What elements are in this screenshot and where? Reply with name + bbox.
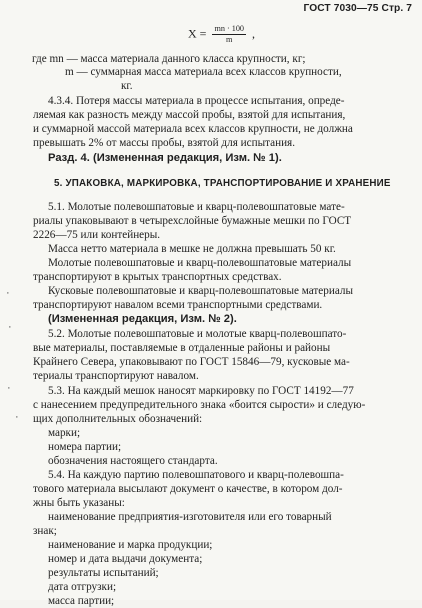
list-item: номер и дата выдачи документа; [48, 553, 203, 565]
mass-fraction-formula [188, 24, 255, 45]
formula-equals: = [199, 26, 207, 41]
text-line: щих дополнительных обозначений: [33, 413, 203, 425]
list-item: дата отгрузки; [48, 581, 117, 593]
list-item: наименование предприятия-изготовителя или его товарный [48, 511, 332, 523]
formula-tail: , [252, 26, 256, 41]
text-line: Масса нетто материала в мешке не должна превышать 50 кг. [48, 243, 336, 255]
text-line: тового материала высылают документ о качестве, в котором дол- [33, 483, 343, 495]
text-line: Молотые полевошпатовые и кварц-полевошпатовые материалы [48, 257, 352, 269]
text-line: кг. [121, 80, 133, 92]
scan-mark: · [7, 382, 11, 394]
section-5-title: 5. УПАКОВКА, МАРКИРОВКА, ТРАНСПОРТИРОВАНИЕ И ХРАНЕНИЕ [54, 178, 391, 189]
scan-mark: · [8, 321, 12, 333]
list-item: номера партии; [48, 441, 122, 453]
text-line: ляемая как разность между массой пробы, взятой для испытания, [33, 109, 346, 121]
page-header: ГОСТ 7030—75 Стр. 7 [303, 3, 412, 14]
text-line: с нанесением предупредительного знака «боится сырости» и следую- [33, 399, 366, 411]
text-line: превышать 2% от массы пробы, взятой для испытания. [33, 137, 296, 149]
scan-mark: · [6, 287, 10, 299]
text-line: 2226—75 или контейнеры. [33, 229, 161, 241]
text-line: териалы транспортируют навалом. [33, 370, 199, 382]
text-line: 5.1. Молотые полевошпатовые и кварц-полевошпатовые мате- [48, 201, 345, 213]
text-line: 5.3. На каждый мешок наносят маркировку по ГОСТ 14192—77 [48, 385, 354, 397]
list-item-continuation: знак; [33, 525, 57, 537]
scan-mark: · [15, 411, 19, 423]
list-item: обозначения настоящего стандарта. [48, 455, 218, 467]
text-line: 5.4. На каждую партию полевошпатового и кварц-полевошпа- [48, 469, 344, 481]
text-line: риалы упаковывают в четырехслойные бумажные мешки по ГОСТ [33, 215, 352, 227]
text-line: m — суммарная масса материала всех классов крупности, [65, 66, 342, 78]
text-line: где mn — масса материала данного класса крупности, кг; [32, 53, 306, 65]
text-line: и суммарной массой материала всех классов крупности, не должна [33, 123, 353, 135]
text-line: 4.3.4. Потеря массы материала в процессе испытания, опреде- [48, 95, 345, 107]
list-item: результаты испытаний; [48, 567, 159, 579]
list-item: марки; [48, 427, 81, 439]
text-line: 5.2. Молотые полевошпатовые и молотые кварц-полевошпато- [48, 328, 347, 340]
text-line: Крайнего Севера, упаковывают по ГОСТ 15846—79, кусковые ма- [33, 356, 350, 368]
text-line: жны быть указаны: [33, 497, 125, 509]
list-item: масса партии; [48, 595, 115, 607]
formula-numerator: mn · 100 [214, 24, 245, 33]
section-4-revision-note: Разд. 4. (Измененная редакция, Изм. № 1). [48, 152, 282, 164]
formula-variable: X [188, 26, 197, 41]
formula-fraction [212, 24, 246, 45]
text-line: вые материалы, поставляемые в отдаленные районы и районы [33, 342, 331, 354]
text-line: транспортируют навалом всеми транспортными средствами. [33, 299, 323, 311]
text-line: транспортируют в крытых транспортных средствах. [33, 271, 282, 283]
list-item: наименование и марка продукции; [48, 539, 213, 551]
text-line: Кусковые полевошпатовые и кварц-полевошпатовые материалы [48, 285, 354, 297]
revision-note: (Измененная редакция, Изм. № 2). [48, 313, 237, 325]
formula-denominator: m [226, 35, 233, 44]
